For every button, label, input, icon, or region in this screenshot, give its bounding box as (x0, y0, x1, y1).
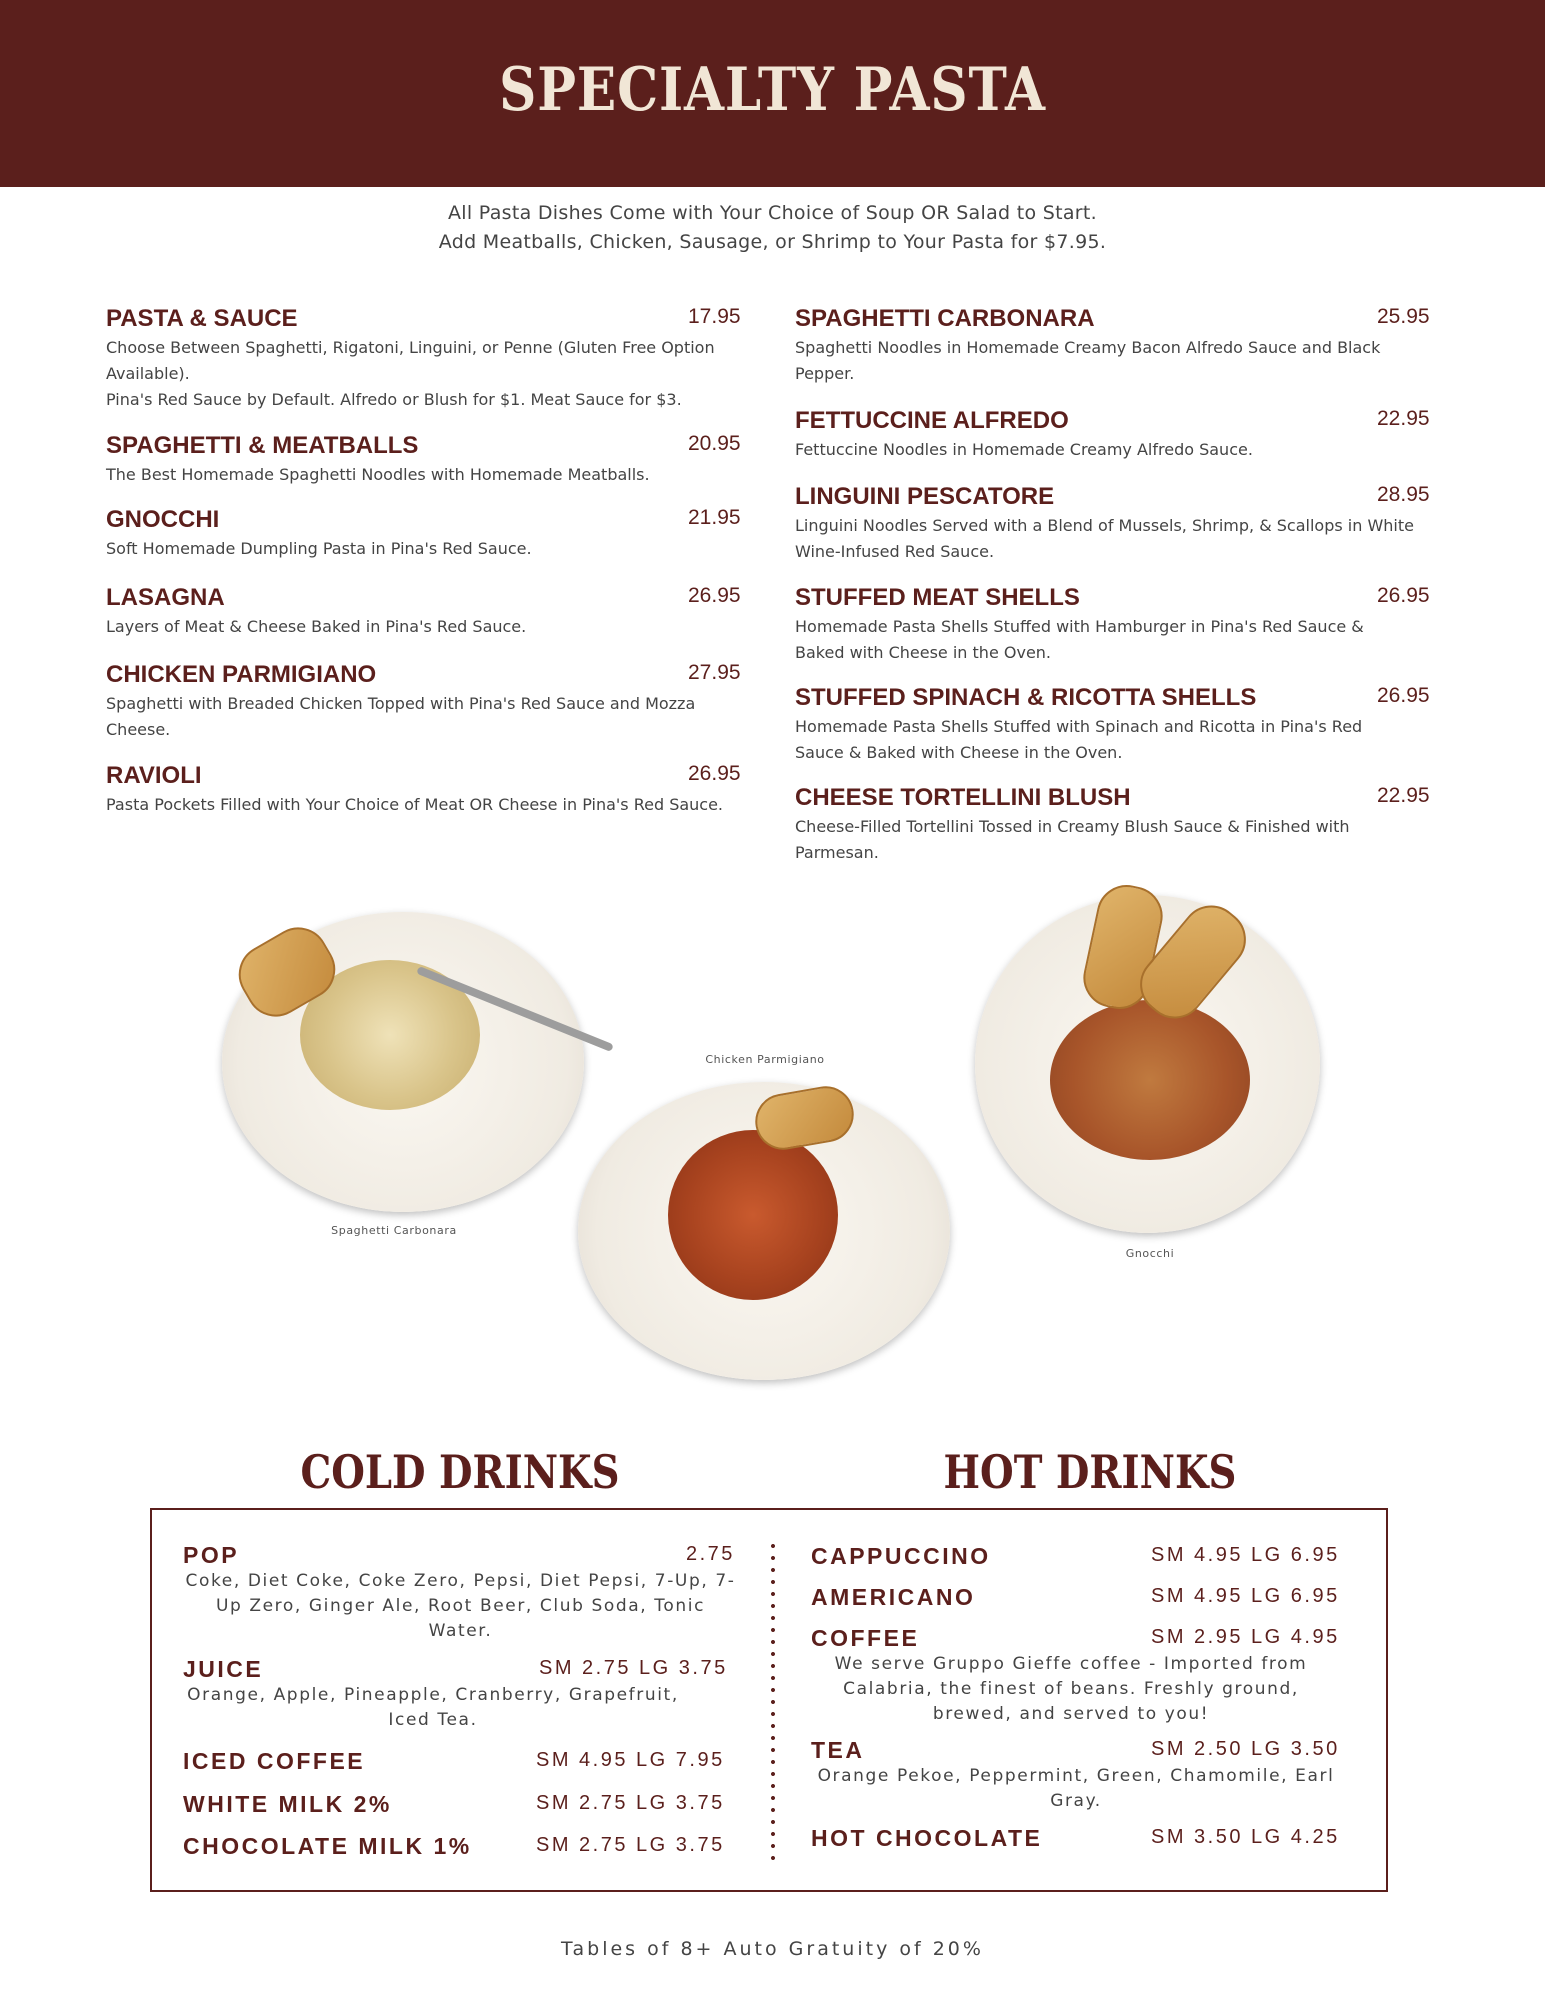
intro-line-1: All Pasta Dishes Come with Your Choice of Soup OR Salad to Start. (448, 202, 1097, 224)
item-price: 17.95 (688, 305, 741, 328)
drink-price: SM 4.95 LG 7.95 (536, 1749, 725, 1771)
item-price: 26.95 (688, 762, 741, 785)
drink-description: Orange Pekoe, Peppermint, Green, Chamomile, Earl Gray. (817, 1766, 1335, 1811)
drink-price: 2.75 (686, 1543, 735, 1565)
drink-description: Orange, Apple, Pineapple, Cranberry, Grapefruit, Iced Tea. (187, 1685, 679, 1730)
drink-item (811, 1625, 1351, 1727)
drink-price: SM 2.50 LG 3.50 (1151, 1738, 1340, 1760)
item-price: 28.95 (1377, 483, 1430, 506)
item-name: STUFFED SPINACH & RICOTTA SHELLS (795, 684, 1257, 711)
item-price: 26.95 (1377, 584, 1430, 607)
item-price: 22.95 (1377, 784, 1430, 807)
menu-item (106, 762, 741, 818)
drink-name: COFFEE (811, 1625, 920, 1651)
item-description: Choose Between Spaghetti, Rigatoni, Linguini, or Penne (Gluten Free Option Available). (106, 338, 715, 383)
drink-name: POP (183, 1542, 240, 1568)
drink-item (183, 1833, 738, 1860)
item-name: SPAGHETTI & MEATBALLS (106, 432, 419, 459)
intro-line-2: Add Meatballs, Chicken, Sausage, or Shrimp to Your Pasta for $7.95. (438, 231, 1107, 253)
drink-name: AMERICANO (811, 1584, 976, 1610)
menu-item (106, 432, 741, 488)
item-price: 22.95 (1377, 407, 1430, 430)
drink-price: SM 2.75 LG 3.75 (536, 1792, 725, 1814)
drink-item (811, 1543, 1351, 1570)
item-description: Homemade Pasta Shells Stuffed with Hamburger in Pina's Red Sauce & Baked with Cheese in the Oven. (795, 617, 1364, 662)
photo-caption: Gnocchi (1125, 1247, 1175, 1260)
photo-caption: Spaghetti Carbonara (331, 1224, 457, 1237)
drink-price: SM 3.50 LG 4.25 (1151, 1826, 1340, 1848)
drink-item (811, 1825, 1351, 1852)
drink-price: SM 2.95 LG 4.95 (1151, 1626, 1340, 1648)
item-price: 20.95 (688, 432, 741, 455)
item-price: 21.95 (688, 506, 741, 529)
drink-name: WHITE MILK 2% (183, 1791, 392, 1817)
item-name: STUFFED MEAT SHELLS (795, 584, 1080, 611)
item-name: PASTA & SAUCE (106, 305, 298, 332)
drink-price: SM 4.95 LG 6.95 (1151, 1585, 1340, 1607)
drink-item (811, 1737, 1351, 1814)
item-name: GNOCCHI (106, 506, 220, 533)
item-description: Spaghetti Noodles in Homemade Creamy Bacon Alfredo Sauce and Black Pepper. (795, 338, 1381, 383)
item-description: Pasta Pockets Filled with Your Choice of Meat OR Cheese in Pina's Red Sauce. (106, 795, 724, 814)
menu-item (106, 661, 741, 743)
item-name: CHICKEN PARMIGIANO (106, 661, 377, 688)
menu-item (795, 684, 1430, 766)
item-name: CHEESE TORTELLINI BLUSH (795, 784, 1131, 811)
drink-price: SM 4.95 LG 6.95 (1151, 1544, 1340, 1566)
gnocchi-image (1050, 1000, 1250, 1160)
item-price: 27.95 (688, 661, 741, 684)
item-description: Spaghetti with Breaded Chicken Topped with Pina's Red Sauce and Mozza Cheese. (106, 694, 696, 739)
item-name: LASAGNA (106, 584, 225, 611)
item-description: Layers of Meat & Cheese Baked in Pina's Red Sauce. (106, 617, 527, 636)
drink-name: CAPPUCCINO (811, 1543, 991, 1569)
item-name: RAVIOLI (106, 762, 202, 789)
drink-price: SM 2.75 LG 3.75 (536, 1834, 725, 1856)
page-title: SPECIALTY PASTA (499, 55, 1046, 125)
item-price: 25.95 (1377, 305, 1430, 328)
item-description: The Best Homemade Spaghetti Noodles with Homemade Meatballs. (106, 465, 650, 484)
drink-item (183, 1748, 738, 1775)
item-name: FETTUCCINE ALFREDO (795, 407, 1069, 434)
item-description-extra: Pina's Red Sauce by Default. Alfredo or Blush for $1. Meat Sauce for $3. (106, 390, 682, 409)
drink-description: We serve Gruppo Gieffe coffee - Imported from Calabria, the finest of beans. Freshly ground, brewed, and served to you! (834, 1654, 1308, 1724)
menu-item (795, 407, 1441, 463)
drink-price: SM 2.75 LG 3.75 (539, 1657, 728, 1679)
item-description: Cheese-Filled Tortellini Tossed in Creamy Blush Sauce & Finished with Parmesan. (795, 817, 1350, 862)
dotted-divider (771, 1540, 775, 1860)
menu-item (795, 784, 1430, 866)
photo-caption: Chicken Parmigiano (705, 1053, 825, 1066)
drink-name: CHOCOLATE MILK 1% (183, 1833, 472, 1859)
item-price: 26.95 (688, 584, 741, 607)
hot-drinks-title: HOT DRINKS (943, 1445, 1237, 1499)
item-description: Soft Homemade Dumpling Pasta in Pina's Red Sauce. (106, 539, 532, 558)
drink-name: TEA (811, 1737, 865, 1763)
drink-item (811, 1584, 1351, 1611)
menu-item (795, 584, 1430, 666)
chicken-parm-image (668, 1130, 838, 1300)
item-description: Homemade Pasta Shells Stuffed with Spinach and Ricotta in Pina's Red Sauce & Baked with Cheese in the Oven. (795, 717, 1363, 762)
drink-name: HOT CHOCOLATE (811, 1825, 1043, 1851)
drink-name: ICED COFFEE (183, 1748, 366, 1774)
drink-item (183, 1542, 738, 1644)
item-description: Linguini Noodles Served with a Blend of Mussels, Shrimp, & Scallops in White Wine-Infused Red Sauce. (795, 516, 1414, 561)
menu-item (106, 584, 741, 640)
item-description: Fettuccine Noodles in Homemade Creamy Alfredo Sauce. (795, 440, 1253, 459)
item-price: 26.95 (1377, 684, 1430, 707)
drink-description: Coke, Diet Coke, Coke Zero, Pepsi, Diet Pepsi, 7-Up, 7-Up Zero, Ginger Ale, Root Beer, Club Soda, Tonic Water. (185, 1571, 736, 1641)
menu-item (106, 506, 741, 562)
footer-note: Tables of 8+ Auto Gratuity of 20% (561, 1938, 984, 1960)
menu-item (795, 305, 1441, 387)
drink-item (183, 1791, 738, 1818)
drink-item (183, 1656, 738, 1733)
item-name: LINGUINI PESCATORE (795, 483, 1055, 510)
drink-name: JUICE (183, 1656, 264, 1682)
menu-item (106, 305, 741, 413)
cold-drinks-title: COLD DRINKS (300, 1445, 620, 1499)
menu-item (795, 483, 1441, 565)
item-name: SPAGHETTI CARBONARA (795, 305, 1095, 332)
